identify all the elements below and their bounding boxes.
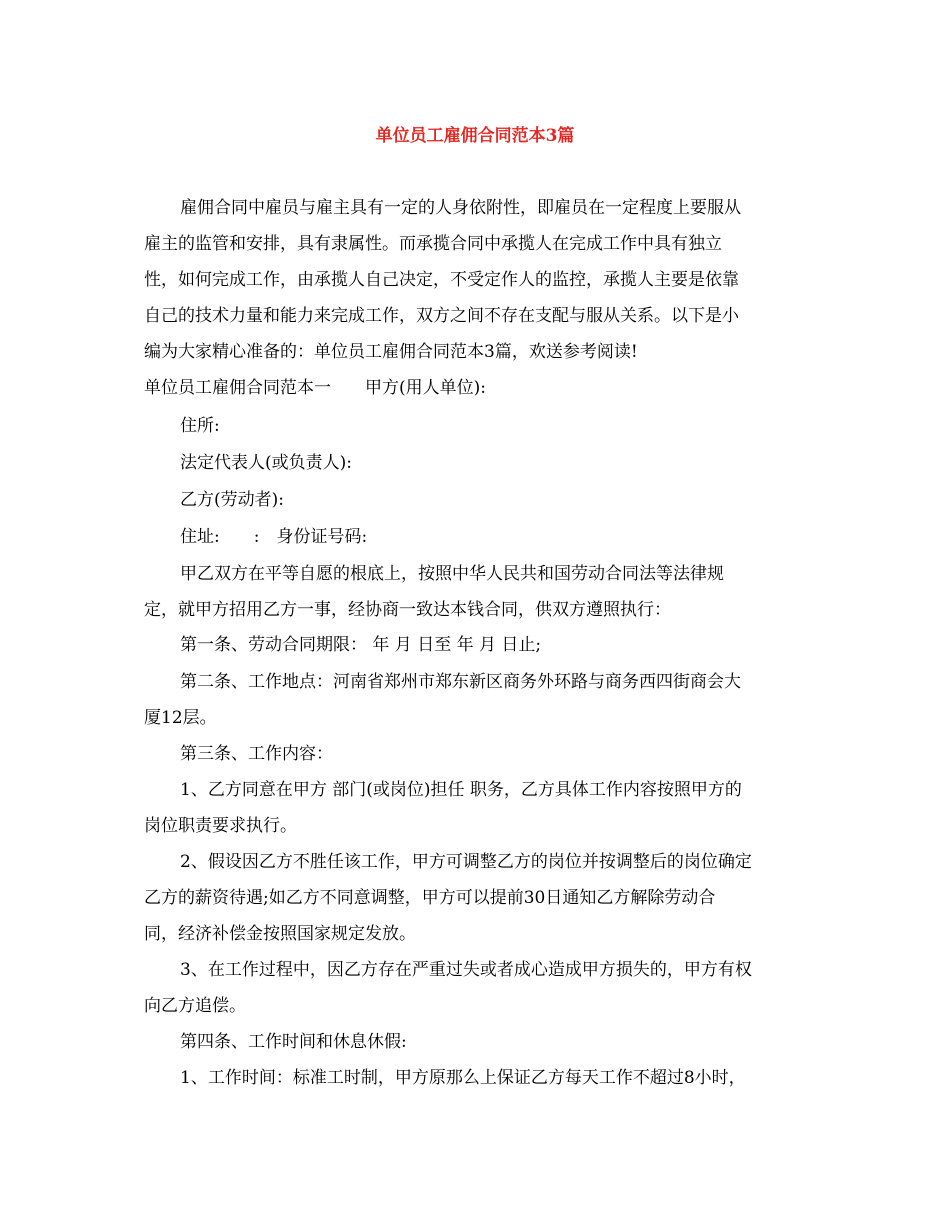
paragraph-line: 雇主的监管和安排，具有隶属性。而承揽合同中承揽人在完成工作中具有独立 (144, 234, 722, 254)
paragraph-line: 同，经济补偿金按照国家规定发放。 (144, 924, 416, 944)
paragraph-line: 第四条、工作时间和休息休假: (180, 1032, 407, 1052)
paragraph-line: 法定代表人(或负责人): (180, 453, 352, 473)
paragraph-line: 向乙方追偿。 (144, 996, 246, 1016)
section-heading-line: 单位员工雇佣合同范本一 甲方(用人单位): (144, 378, 486, 398)
paragraph-line: 自己的技术力量和能力来完成工作，双方之间不存在支配与服从关系。以下是小 (144, 306, 739, 326)
paragraph-line: 第一条、劳动合同期限： 年 月 日至 年 月 日止; (180, 635, 542, 655)
paragraph-line: 第三条、工作内容： (180, 744, 333, 764)
paragraph-line: 1、乙方同意在甲方 部门(或岗位)担任 职务，乙方具体工作内容按照甲方的 (180, 780, 742, 800)
paragraph-line: 岗位职责要求执行。 (144, 816, 297, 836)
paragraph-line: 2、假设因乙方不胜任该工作，甲方可调整乙方的岗位并按调整后的岗位确定 (180, 852, 752, 872)
paragraph-line: 甲乙双方在平等自愿的根底上，按照中华人民共和国劳动合同法等法律规 (180, 564, 724, 584)
paragraph-line: 厦12层。 (144, 708, 217, 728)
paragraph-line: 1、工作时间：标准工时制，甲方原那么上保证乙方每天工作不超过8小时， (180, 1068, 746, 1088)
paragraph-line: 雇佣合同中雇员与雇主具有一定的人身依附性，即雇员在一定程度上要服从 (180, 198, 741, 218)
paragraph-line: 性，如何完成工作，由承揽人自己决定，不受定作人的监控，承揽人主要是依靠 (144, 270, 739, 290)
paragraph-line: 住址: : 身份证号码: (180, 527, 368, 547)
paragraph-line: 编为大家精心准备的：单位员工雇佣合同范本3篇，欢送参考阅读! (144, 342, 638, 362)
document-title: 单位员工雇佣合同范本3篇 (375, 126, 575, 146)
paragraph-line: 第二条、工作地点：河南省郑州市郑东新区商务外环路与商务西四街商会大 (180, 672, 741, 692)
paragraph-line: 住所: (180, 416, 220, 436)
paragraph-line: 乙方的薪资待遇;如乙方不同意调整，甲方可以提前30日通知乙方解除劳动合 (144, 888, 716, 908)
paragraph-line: 定，就甲方招用乙方一事，经协商一致达本钱合同，供双方遵照执行： (144, 600, 671, 620)
paragraph-line: 乙方(劳动者): (180, 490, 284, 510)
paragraph-line: 3、在工作过程中，因乙方存在严重过失或者成心造成甲方损失的，甲方有权 (180, 960, 752, 980)
